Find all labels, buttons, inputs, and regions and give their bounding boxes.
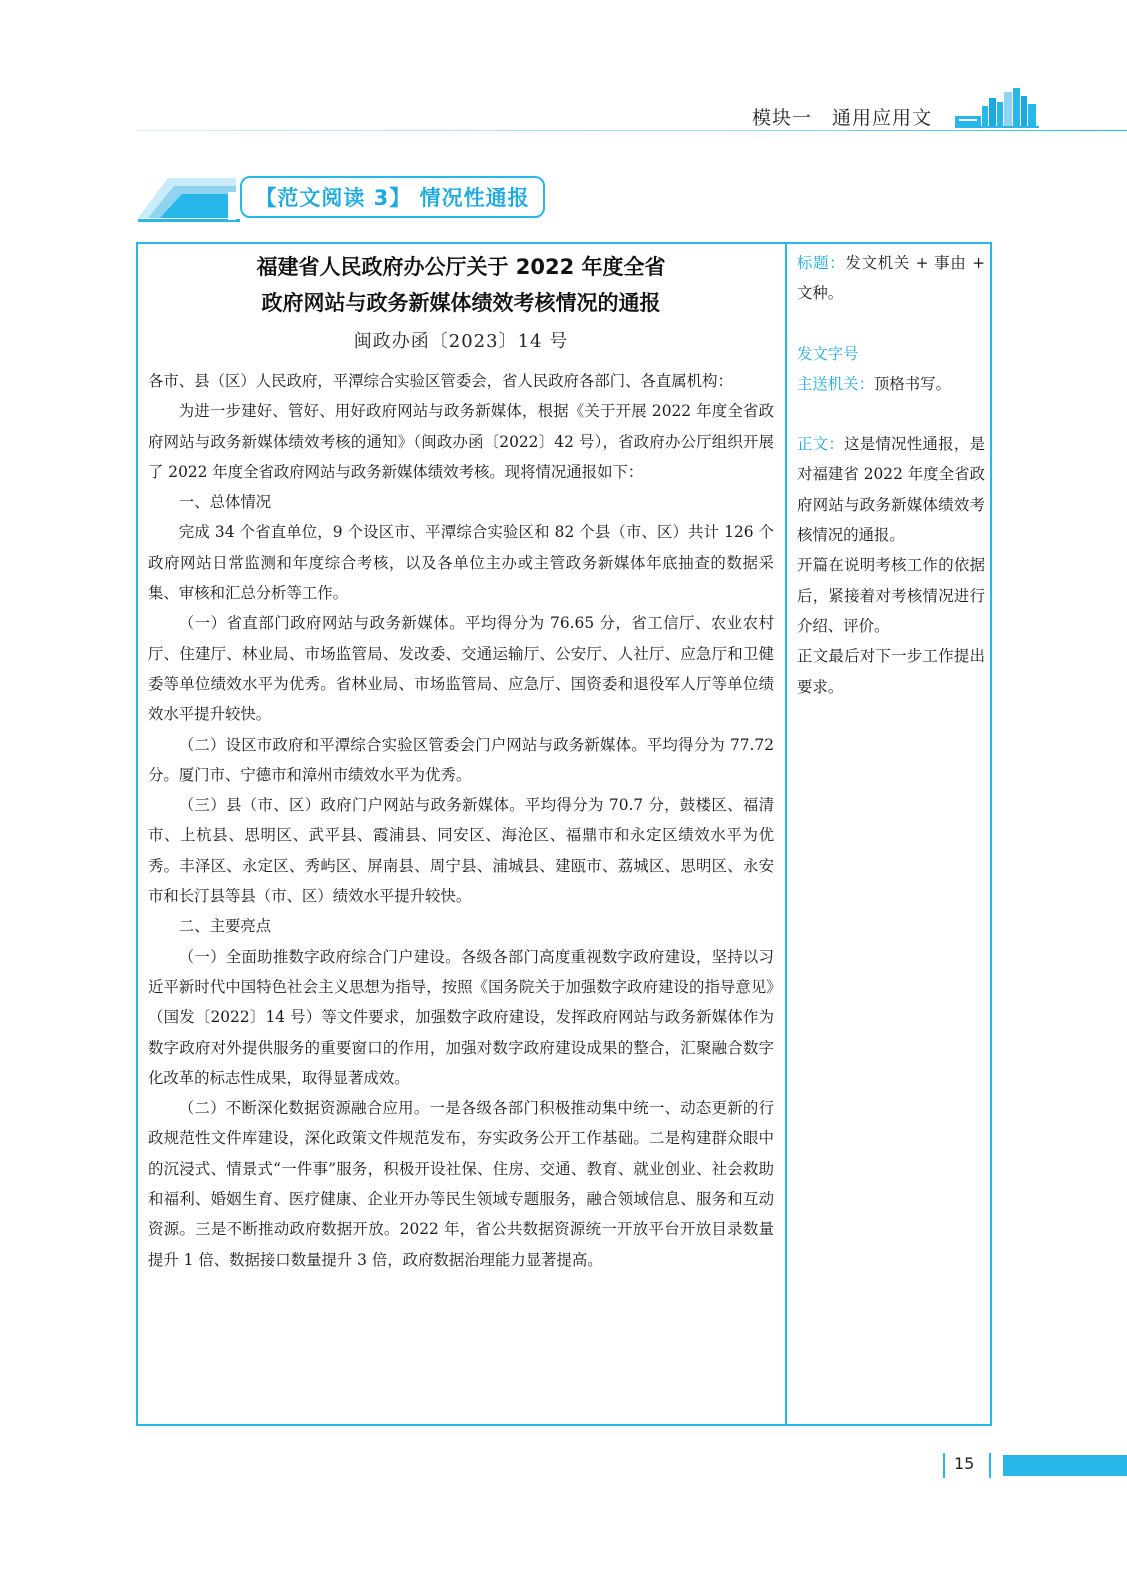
body-paragraph: （一）全面助推数字政府综合门户建设。各级各部门高度重视数字政府建设，坚持以习近平新时代中国特色社会主义思想为指导，按照《国务院关于加强数字政府建设的指导意见》（国发〔2022〕14 号）等文件要求，加强数字政府建设，发挥政府网站与政务新媒体作为数字政府对外提供服务的重要窗口的作用，加强对数字政府建设成果的整合，汇聚融合数字化改革的标志性成果，取得显著成效。 (148, 947, 774, 1087)
annotation-text: 顶格书写。 (873, 374, 951, 393)
footer-accent-bar (1003, 1455, 1127, 1476)
section-heading-overview: 一、总体情况 (178, 493, 272, 512)
recipient-line: 各市、县（区）人民政府，平潭综合实验区管委会，省人民政府各部门、各直属机构： (148, 372, 733, 390)
annotation-body-note: 正文最后对下一步工作提出要求。 (797, 647, 985, 696)
body-paragraph: （三）县（市、区）政府门户网站与政务新媒体。平均得分为 70.7 分，鼓楼区、福清市、上杭县、思明区、武平县、霞浦县、同安区、海沧区、福鼎市和永定区绩效水平为优秀。丰泽区、永定区、秀屿区、屏南县、周宁县、浦城县、建瓯市、荔城区、思明区、永安市和长汀县等县（市、区）绩效水平提升较快。 (148, 796, 774, 906)
annotation-title (797, 248, 985, 309)
annotation-text: 发文机关 + 事由 + 文种。 (797, 254, 985, 303)
page-footer (943, 1453, 1127, 1478)
annotation-doc-number (797, 339, 985, 369)
footer-rule (943, 1453, 945, 1478)
header-rule (137, 130, 1127, 131)
section-banner-title: 【范文阅读 3】 情况性通报 (240, 176, 545, 218)
body-paragraph: 完成 34 个省直单位，9 个设区市、平潭综合实验区和 82 个县（市、区）共计 126 个政府网站日常监测和年度综合考核，以及各单位主办或主管政务新媒体年底抽查的数据采集、审核和汇总分析等工作。 (148, 523, 774, 603)
page-number: 15 (954, 1454, 975, 1473)
intro-paragraph: 为进一步建好、管好、用好政府网站与政务新媒体，根据《关于开展 2022 年度全省政府网站与政务新媒体绩效考核的通知》（闽政办函〔2022〕42 号），省政府办公厅组织开展了 2022 年度全省政府网站与政务新媒体绩效考核。现将情况通报如下： (148, 402, 774, 481)
annotation-recipient (797, 369, 985, 399)
document-body (148, 248, 774, 1275)
annotation-body-note: 开篇在说明考核工作的依据后，紧接着对考核情况进行介绍、评价。 (797, 556, 985, 635)
column-divider (785, 243, 787, 1425)
annotation-label: 标题： (797, 254, 846, 272)
annotation-body (797, 429, 985, 550)
document-title-line-1: 福建省人民政府办公厅关于 2022 年度全省 (256, 255, 666, 279)
annotation-label: 发文字号 (797, 344, 859, 363)
books-icon (955, 86, 1039, 128)
body-paragraph: （一）省直部门政府网站与政务新媒体。平均得分为 76.65 分，省工信厅、农业农村厅、住建厅、林业局、市场监管局、发改委、交通运输厅、公安厅、人社厅、应急厅和卫健委等单位绩效水平为优秀。省林业局、市场监管局、应急厅、国资委和退役军人厅等单位绩效水平提升较快。 (148, 614, 774, 724)
annotation-label: 正文： (797, 435, 845, 454)
document-number: 闽政办函〔2023〕14 号 (353, 331, 569, 352)
body-paragraph: （二）不断深化数据资源融合应用。一是各级各部门积极推动集中统一、动态更新的行政规范性文件库建设，深化政策文件规范发布，夯实政务公开工作基础。二是构建群众眼中的沉浸式、情景式“一件事”服务，积极开设社保、住房、交通、教育、就业创业、社会救助和福利、婚姻生育、医疗健康、企业开办等民生领域专题服务，融合领域信息、服务和互动资源。三是不断推动政府数据开放。2022 年，省公共数据资源统一开放平台开放目录数量提升 1 倍、数据接口数量提升 3 倍，政府数据治理能力显著提高。 (148, 1099, 774, 1269)
footer-rule (989, 1453, 991, 1478)
annotation-column (797, 248, 985, 702)
document-title-line-2: 政府网站与政务新媒体绩效考核情况的通报 (261, 291, 661, 315)
annotation-text: 这是情况性通报，是对福建省 2022 年度全省政府网站与政务新媒体绩效考核情况的通报。 (797, 435, 985, 545)
section-heading-highlights: 二、主要亮点 (178, 917, 272, 936)
annotation-label: 主送机关： (797, 374, 874, 393)
running-header: 模块一 通用应用文 (752, 107, 933, 129)
body-paragraph: （二）设区市政府和平潭综合实验区管委会门户网站与政务新媒体。平均得分为 77.72 分。厦门市、宁德市和漳州市绩效水平为优秀。 (148, 735, 774, 784)
